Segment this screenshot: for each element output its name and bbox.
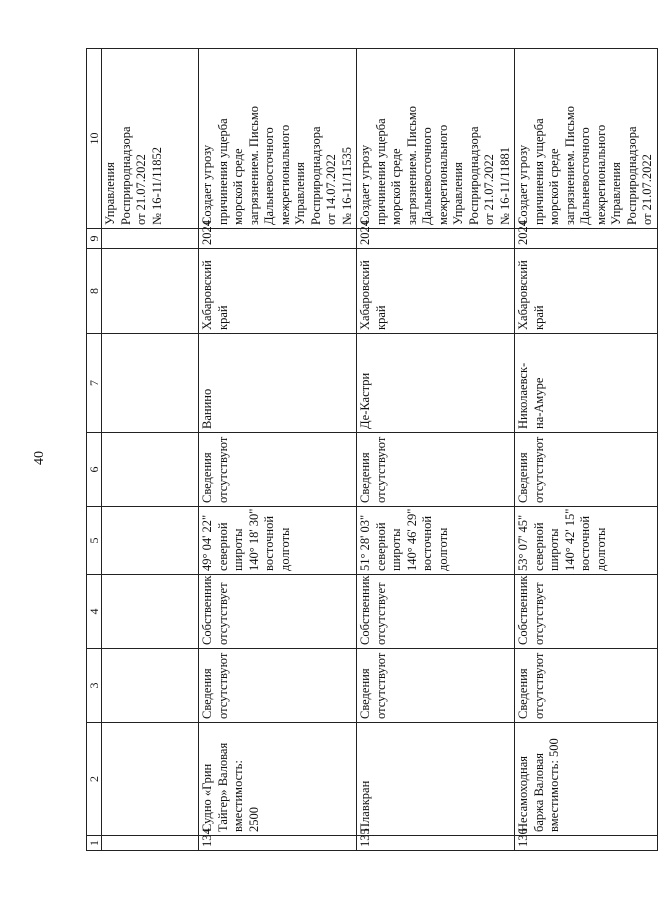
cell-line: вместимость: — [231, 760, 245, 832]
cell-line: восточной — [262, 515, 276, 571]
cell-line: морской среде — [547, 148, 561, 225]
cell-line: причинения ущерба — [215, 118, 230, 225]
cell-line: морской среде — [389, 148, 403, 225]
region-cell — [199, 249, 357, 334]
coordinates-cell — [199, 507, 357, 575]
cell-line: Хабаровский — [358, 260, 372, 330]
table-row — [515, 49, 658, 851]
cell-line: отсутствует — [531, 582, 546, 645]
cell-line: загрязнением. Письмо — [246, 105, 261, 225]
cell-line: северной — [531, 522, 546, 571]
cell-line: Собственник — [200, 575, 214, 645]
header-cell-2: 2 — [87, 723, 102, 836]
cell-line: 51° 28' 03" — [358, 514, 372, 571]
coordinates-cell — [515, 507, 658, 575]
table-row — [357, 49, 515, 851]
table-row — [199, 49, 357, 851]
cell-line: межрегионального — [593, 124, 608, 225]
header-cell-5: 5 — [87, 507, 102, 575]
cell-line: Дальневосточного — [578, 127, 592, 225]
location-cell — [515, 334, 658, 433]
cell-line: Сведения — [200, 668, 214, 719]
cell-line: Хабаровский — [200, 260, 214, 330]
remark-cell — [199, 49, 357, 229]
row-number-cell: 135 — [357, 836, 515, 851]
cell-line: Управления — [451, 162, 465, 225]
rotated-page-content — [86, 49, 654, 851]
region-cell — [515, 249, 658, 334]
cell-line: баржа Валовая — [531, 753, 546, 832]
cell-line: Сведения — [516, 668, 530, 719]
cell-line: край — [531, 305, 546, 330]
row-number-cell: 134 — [199, 836, 357, 851]
cell-line: на-Амуре — [531, 377, 546, 429]
cell-line: от 21.07.2022 — [640, 154, 654, 225]
header-cell-3: 3 — [87, 649, 102, 723]
owner-cell — [199, 575, 357, 649]
cell-line: загрязнением. Письмо — [562, 105, 577, 225]
cell-line: от 14.07.2022 — [324, 154, 338, 225]
cell-line: восточной — [578, 515, 592, 571]
header-cell-6: 6 — [87, 433, 102, 507]
cell-line: Росприроднадзора — [308, 126, 323, 225]
cell-line: край — [373, 305, 388, 330]
location-cell — [199, 334, 357, 433]
cell-line: № 16-11/11852 — [149, 146, 164, 225]
object-name-cell — [357, 723, 515, 836]
cell-line: 49° 04' 22" — [200, 514, 214, 571]
cell-line: Николаевск- — [516, 362, 530, 429]
continuation-remark-cell — [102, 49, 199, 229]
cell-line: межрегионального — [435, 124, 450, 225]
info-cell — [515, 649, 658, 723]
cell-line: отсутствует — [373, 582, 388, 645]
cell-line: загрязнением. Письмо — [404, 105, 419, 225]
cell-line: Управления — [103, 162, 117, 225]
cell-line: 140° 18' 30" — [246, 508, 261, 571]
cell-line: Собственник — [358, 575, 372, 645]
cell-line: отсутствует — [215, 582, 230, 645]
cell-line: Сведения — [516, 452, 530, 503]
cell-line: от 21.07.2022 — [134, 154, 148, 225]
info-cell — [357, 649, 515, 723]
cell-line: 140° 42' 15" — [562, 508, 577, 571]
row-number-cell: 136 — [515, 836, 658, 851]
header-cell-4: 4 — [87, 575, 102, 649]
cell-line: Росприроднадзора — [624, 126, 639, 225]
object-name-cell — [199, 723, 357, 836]
cell-line: отсутствуют — [531, 652, 546, 719]
info-cell — [199, 433, 357, 507]
cell-line: Хабаровский — [516, 260, 530, 330]
header-row — [87, 49, 102, 851]
header-cell-7: 7 — [87, 334, 102, 433]
cell-line: долготы — [277, 527, 292, 571]
page-number: 40 — [32, 451, 47, 465]
cell-line: долготы — [435, 527, 450, 571]
cell-line: северной — [215, 522, 230, 571]
cell-line: Дальневосточного — [420, 127, 434, 225]
cell-line: межрегионального — [277, 124, 292, 225]
year-cell: 2024 — [515, 229, 658, 249]
header-cell-9: 9 — [87, 229, 102, 249]
remark-cell — [357, 49, 515, 229]
header-cell-10: 10 — [87, 49, 102, 229]
cell-line: вместимость: 500 — [547, 738, 561, 832]
cell-line: широты — [231, 528, 245, 571]
cell-line: Росприроднадзора — [466, 126, 481, 225]
cell-line: 140° 46' 29" — [404, 508, 419, 571]
cell-line: Сведения — [200, 452, 214, 503]
year-cell: 2024 — [199, 229, 357, 249]
cell-line: отсутствуют — [373, 436, 388, 503]
cell-line: Дальневосточного — [262, 127, 276, 225]
cell-line: морской среде — [231, 148, 245, 225]
cell-line: Ванино — [200, 388, 214, 429]
owner-cell — [357, 575, 515, 649]
cell-line: причинения ущерба — [531, 118, 546, 225]
header-cell-1: 1 — [87, 836, 102, 851]
cell-line: Создает угрозу — [516, 144, 530, 225]
info-cell — [199, 649, 357, 723]
cell-line: Тайгер» Валовая — [215, 742, 230, 832]
cell-line: Де-Кастри — [358, 372, 372, 429]
info-cell — [515, 433, 658, 507]
cell-line: № 16-11/11535 — [339, 146, 354, 225]
cell-line: Создает угрозу — [200, 144, 214, 225]
year-cell: 2024 — [357, 229, 515, 249]
cell-line: Сведения — [358, 452, 372, 503]
owner-cell — [515, 575, 658, 649]
cell-line: 2500 — [246, 807, 261, 832]
cell-line: северной — [373, 522, 388, 571]
cell-line: Сведения — [358, 668, 372, 719]
registry-table — [86, 48, 658, 851]
cell-line: Управления — [293, 162, 307, 225]
info-cell — [357, 433, 515, 507]
cell-line: широты — [547, 528, 561, 571]
cell-line: Росприроднадзора — [118, 126, 133, 225]
location-cell — [357, 334, 515, 433]
object-name-cell — [515, 723, 658, 836]
cell-line: 53° 07' 45" — [516, 514, 530, 571]
cell-line: отсутствуют — [215, 436, 230, 503]
cell-line: отсутствуют — [215, 652, 230, 719]
cell-line: восточной — [420, 515, 434, 571]
cell-line: № 16-11/11881 — [497, 146, 512, 225]
region-cell — [357, 249, 515, 334]
cell-line: от 21.07.2022 — [482, 154, 496, 225]
cell-line: Несамоходная — [516, 756, 530, 832]
cell-line: Судно «Грин — [200, 763, 214, 832]
cell-line: причинения ущерба — [373, 118, 388, 225]
cell-line: отсутствуют — [531, 436, 546, 503]
cell-line: отсутствуют — [373, 652, 388, 719]
cell-line: Управления — [609, 162, 623, 225]
cell-line: Плавкран — [358, 780, 372, 832]
continuation-row — [102, 49, 199, 851]
header-cell-8: 8 — [87, 249, 102, 334]
remark-cell — [515, 49, 658, 229]
cell-line: широты — [389, 528, 403, 571]
cell-line: Собственник — [516, 575, 530, 645]
cell-line: край — [215, 305, 230, 330]
coordinates-cell — [357, 507, 515, 575]
cell-line: Создает угрозу — [358, 144, 372, 225]
cell-line: долготы — [593, 527, 608, 571]
